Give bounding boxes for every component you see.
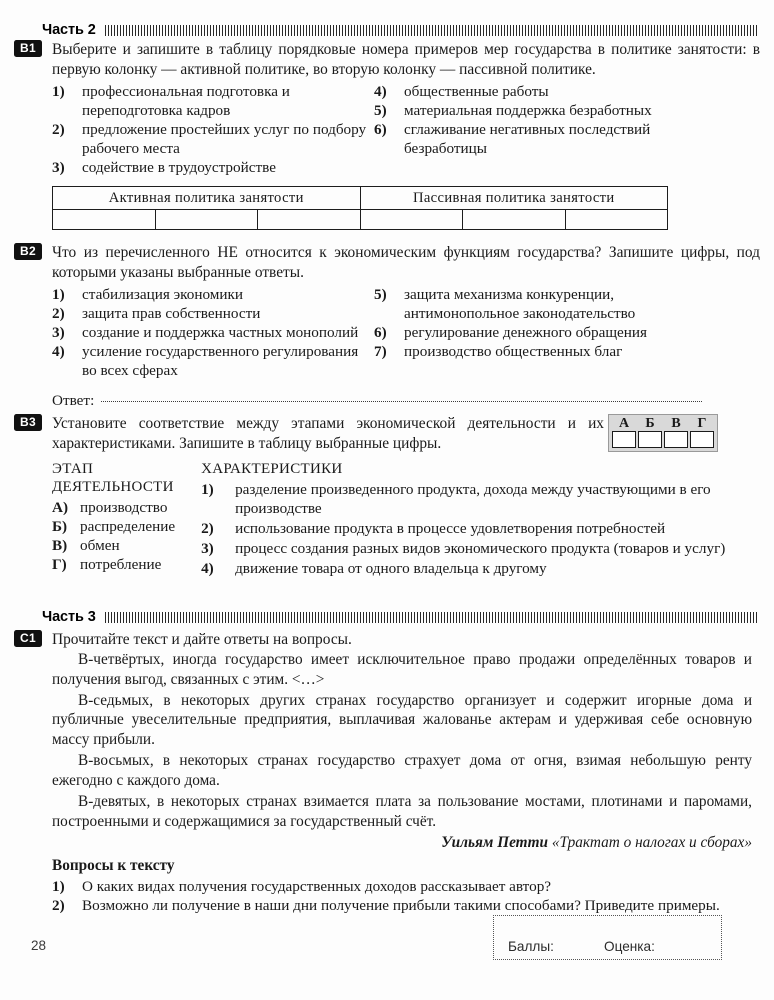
grid-cell-v[interactable] (664, 431, 688, 448)
grid-label-a: А (618, 416, 630, 431)
table-header-active: Активная политика занятости (53, 187, 361, 210)
employment-policy-table (52, 186, 668, 230)
option-text: общественные работы (404, 82, 549, 100)
option-item[interactable] (374, 120, 692, 158)
task-b3-body (52, 414, 604, 454)
table-cell-answer[interactable] (463, 210, 566, 230)
answer-label: Ответ: (52, 392, 95, 409)
grid-label-v: В (671, 416, 681, 431)
task-b3 (0, 414, 774, 580)
source-paragraph: В-седьмых, в некоторых других странах государство организует и содержит игорные дома и публичные увеселительные предприятия, выплачивая жалованье актерам и удерживая себе основную массу прибыли. (52, 691, 752, 749)
part-2-header (42, 22, 758, 38)
option-number: 4) (374, 82, 387, 100)
task-badge-b1: B1 (14, 40, 42, 57)
question-number: 1) (52, 877, 65, 895)
hatch-rule-decoration (105, 612, 758, 623)
task-b2-body (52, 243, 760, 380)
stage-key: В) (52, 536, 68, 554)
table-cell-answer[interactable] (565, 210, 668, 230)
table-header-row (53, 187, 668, 210)
task-b2 (0, 243, 774, 380)
option-text: содействие в трудоустройстве (82, 159, 276, 177)
question-number: 2) (52, 896, 65, 914)
stage-key: Б) (52, 517, 68, 535)
option-text: стабилизация экономики (82, 285, 244, 303)
stage-item[interactable] (52, 517, 201, 536)
option-number: 3) (52, 323, 65, 341)
option-number: 6) (374, 323, 387, 341)
option-item[interactable] (374, 342, 692, 361)
task-b1-options-right (374, 82, 692, 178)
grid-cell-a[interactable] (612, 431, 636, 448)
characteristic-item[interactable] (201, 559, 760, 578)
table-cell-answer[interactable] (360, 210, 463, 230)
characteristic-number: 3) (201, 540, 214, 558)
option-number: 4) (52, 343, 65, 361)
task-c1-body (52, 630, 752, 915)
source-paragraph: В-восьмых, в некоторых странах государство страхует дома от огня, взимая небольшую ренту ежегодно с каждого дома. (52, 752, 752, 790)
option-item[interactable] (374, 82, 692, 101)
option-text: предложение простейших услуг по подбору рабочего места (82, 120, 367, 158)
score-box-fields (508, 939, 711, 954)
stage-text: распределение (80, 517, 176, 535)
b3-answer-grid-labels (612, 417, 714, 431)
option-item[interactable] (52, 82, 374, 120)
b3-match-columns (52, 460, 760, 580)
option-number: 7) (374, 343, 387, 361)
part-3-title: Часть 3 (42, 609, 96, 625)
option-item[interactable] (52, 323, 374, 342)
option-text: сглаживание негативных последствий безработицы (404, 120, 651, 158)
table-cell-answer[interactable] (258, 210, 361, 230)
stage-item[interactable] (52, 555, 201, 574)
task-b1-options-left (52, 82, 374, 178)
option-number: 5) (374, 101, 387, 119)
characteristic-item[interactable] (201, 539, 760, 558)
part-3-header (42, 609, 758, 625)
b3-answer-grid-cells (612, 431, 714, 448)
stage-text: производство (80, 498, 168, 516)
task-badge-b3: B3 (14, 414, 42, 431)
option-text: создание и поддержка частных монополий (82, 323, 359, 341)
option-number: 1) (52, 82, 65, 100)
source-paragraph: В-четвёртых, иногда государство имеет исключительное право продажи определённых товаров и получения выгод, связанных с этим. <…> (52, 650, 752, 688)
task-c1-stem: Прочитайте текст и дайте ответы на вопросы. (52, 631, 352, 648)
question-text: О каких видах получения государственных доходов рассказывает автор? (82, 877, 552, 895)
stage-text: обмен (80, 536, 120, 554)
option-item[interactable] (374, 285, 692, 323)
characteristic-text: разделение произведенного продукта, дохода между участвующими в его производстве (235, 480, 711, 517)
option-number: 1) (52, 285, 65, 303)
score-label: Баллы: (508, 939, 554, 954)
option-text: профессиональная подготовка и переподготовка кадров (82, 82, 290, 119)
option-number: 2) (52, 304, 65, 322)
stage-item[interactable] (52, 536, 201, 555)
option-item[interactable] (52, 285, 374, 304)
option-item[interactable] (374, 101, 692, 120)
option-text: производство общественных благ (404, 343, 623, 361)
attribution-work: «Трактат о налогах и сборах» (551, 833, 752, 851)
table-row (53, 210, 668, 230)
characteristic-text: процесс создания разных видов экономического продукта (товаров и услуг) (235, 540, 726, 558)
table-cell-answer[interactable] (155, 210, 258, 230)
table-header-passive: Пассивная политика занятости (360, 187, 668, 210)
task-b1-options (52, 82, 760, 178)
characteristic-item[interactable] (201, 519, 760, 538)
option-item[interactable] (52, 120, 374, 158)
task-badge-b2: B2 (14, 243, 42, 260)
score-box (493, 915, 722, 960)
grid-label-b: Б (645, 416, 655, 431)
task-b2-options-right (374, 285, 692, 381)
hatch-rule-decoration (105, 25, 758, 36)
option-number: 5) (374, 285, 387, 303)
characteristic-number: 4) (201, 560, 214, 578)
task-b2-options-left (52, 285, 374, 381)
option-item[interactable] (52, 158, 374, 177)
question-item[interactable] (52, 877, 752, 896)
task-c1 (0, 630, 774, 915)
stage-item[interactable] (52, 498, 201, 517)
task-b1-stem: Выберите и запишите в таблицу порядковые номера примеров мер государства в политике занятости: в первую колонку — активной политике, во вторую колонку — пассивной политике. (52, 41, 760, 78)
option-item[interactable] (52, 342, 374, 380)
b3-left-heading-line2: ДЕЯТЕЛЬНОСТИ (52, 478, 174, 495)
page-number: 28 (31, 938, 47, 953)
option-text: материальная поддержка безработных (404, 101, 652, 119)
task-b3-stem: Установите соответствие между этапами экономической деятельности и их характеристиками. Запишите в таблицу выбранные цифры. (52, 415, 604, 452)
option-number: 2) (52, 120, 65, 138)
option-number: 6) (374, 120, 387, 138)
characteristic-number: 1) (201, 480, 214, 498)
characteristic-text: движение товара от одного владельца к другому (235, 560, 547, 578)
grid-cell-g[interactable] (690, 431, 714, 448)
stage-key: А) (52, 498, 69, 516)
questions-heading: Вопросы к тексту (52, 856, 175, 874)
answer-input-line[interactable] (101, 391, 702, 405)
b3-left-heading-line1: ЭТАП (52, 460, 94, 477)
grid-cell-b[interactable] (638, 431, 662, 448)
grid-label-g: Г (697, 416, 707, 431)
task-b2-options (52, 285, 760, 381)
b3-answer-grid (608, 414, 718, 452)
b2-answer-row (52, 391, 702, 410)
option-text: регулирование денежного обращения (404, 323, 648, 341)
table-cell-answer[interactable] (53, 210, 156, 230)
option-number: 3) (52, 159, 65, 177)
stage-key: Г) (52, 556, 67, 574)
characteristic-number: 2) (201, 520, 214, 538)
part-2-title: Часть 2 (42, 22, 96, 38)
option-text: защита механизма конкуренции, антимонопольное законодательство (404, 285, 636, 322)
characteristic-item[interactable] (201, 480, 760, 518)
option-item[interactable] (374, 323, 692, 342)
characteristic-text: использование продукта в процессе удовлетворения потребностей (235, 520, 666, 538)
source-paragraph: В-девятых, в некоторых странах взимается плата за пользование мостами, плотинами и паромами, построенными и содержащимися за государственный счёт. (52, 792, 752, 830)
task-b1-body (52, 40, 760, 177)
task-badge-c1: C1 (14, 630, 42, 647)
grade-label: Оценка: (604, 939, 655, 954)
option-text: защита прав собственности (82, 304, 261, 322)
option-text: усиление государственного регулирования во всех сферах (82, 343, 359, 380)
source-attribution (52, 834, 752, 852)
question-item[interactable] (52, 896, 752, 915)
b3-right-heading: ХАРАКТЕРИСТИКИ (201, 460, 343, 477)
b3-stages-column (52, 460, 201, 580)
question-text: Возможно ли получение в наши дни получение прибыли такими способами? Приведите примеры. (82, 896, 720, 914)
stage-text: потребление (80, 556, 162, 574)
task-b1 (0, 40, 774, 230)
task-b2-stem: Что из перечисленного НЕ относится к экономическим функциям государства? Запишите цифры, под которыми указаны выбранные ответы. (52, 244, 760, 281)
option-item[interactable] (52, 304, 374, 323)
attribution-author: Уильям Петти (441, 833, 548, 851)
b3-characteristics-column (201, 460, 760, 580)
